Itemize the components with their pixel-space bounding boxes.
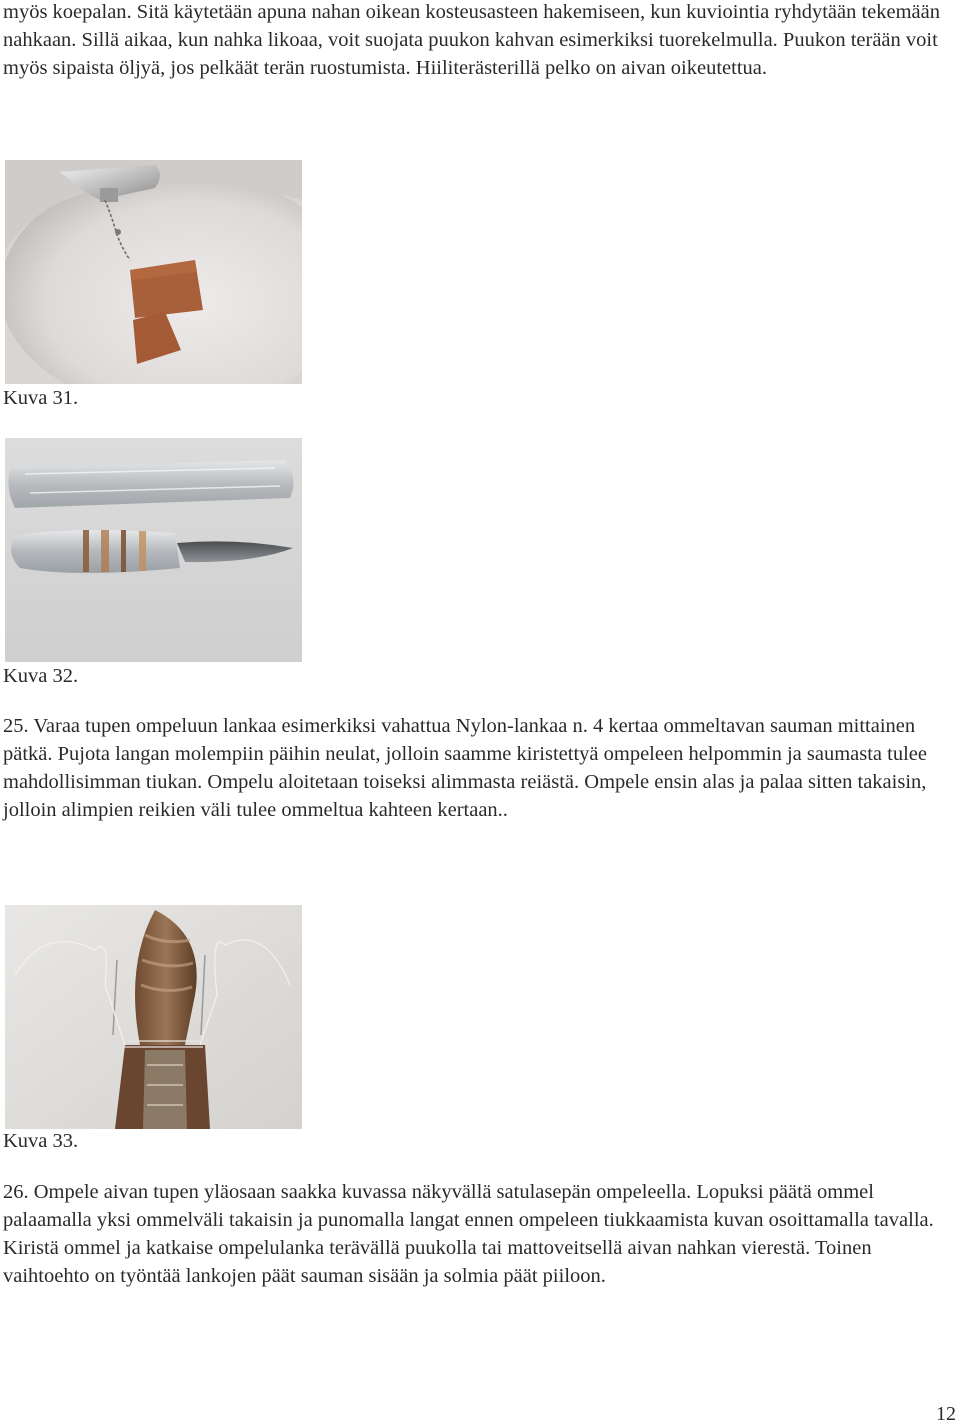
figure-33-caption: Kuva 33. xyxy=(3,1130,79,1152)
photo-knife-wrapped xyxy=(5,438,302,662)
knife-photo-illustration xyxy=(5,438,302,662)
figure-31-caption: Kuva 31. xyxy=(3,387,79,409)
intro-paragraph: myös koepalan. Sitä käytetään apuna nahan oikean kosteusasteen hakemiseen, kun kuviointia ryhdytään tekemään nahkaan. Sillä aikaa, kun nahka likoaa, voit suojata puukon kahvan esimerkiksi tuorekelmulla. Puukon terään voit myös sipaista öljyä, jos pelkäät terän ruostumista. Hiiliterästerillä pelko on aivan oikeutettua. xyxy=(3,1,941,79)
figure-32-caption: Kuva 32. xyxy=(3,665,79,687)
photo-sheath-sewing xyxy=(5,905,302,1129)
step-26-paragraph: 26. Ompele aivan tupen yläosaan saakka kuvassa näkyvällä satulasepän ompeleella. Lopuksi päätä ommel palaamalla yksi ommelväli takaisin ja punomalla langat ennen ompeleen tiukkaamista kuvan osoittamalla tavalla. Kiristä ommel ja katkaise ompelulanka terävällä puukolla tai mattoveitsellä aivan nahkan vierestä. Toinen vaihtoehto on työntää lankojen päät sauman sisään ja solmia päät piiloon. xyxy=(3,1181,934,1287)
step-25-paragraph: 25. Varaa tupen ompeluun lankaa esimerkiksi vahattua Nylon-lankaa n. 4 kertaa ommeltavan sauman mittainen pätkä. Pujota langan molempiin päihin neulat, jolloin saamme kiristettyä ompeleen helpommin ja saumasta tulee mahdollisimman tiukan. Ompelu aloitetaan toiseksi alimmasta reiästä. Ompele ensin alas ja palaa sitten takaisin, jolloin alimpien reikien väli tulee ommeltua kahteen kertaan.. xyxy=(3,715,927,821)
sink-photo-illustration xyxy=(5,160,302,384)
sheath-photo-illustration xyxy=(5,905,302,1129)
photo-leather-soaking xyxy=(5,160,302,384)
page-number: 12 xyxy=(936,1403,956,1425)
